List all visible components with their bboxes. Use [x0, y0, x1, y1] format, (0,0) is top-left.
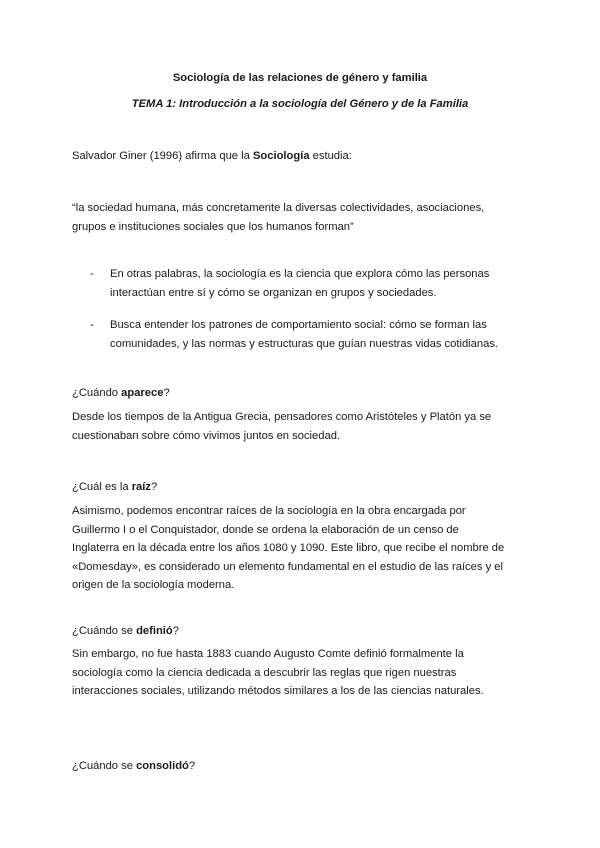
body-line: cuestionaban sobre cómo vivimos juntos en sociedad. — [72, 429, 341, 442]
section-body-raiz — [72, 502, 532, 595]
heading-text: ? — [163, 387, 170, 399]
heading-text: ¿Cuál es la — [72, 481, 132, 493]
bullet-line: interactúan entre sí y cómo se organizan en grupos y sociedades. — [110, 286, 437, 299]
intro-bold-term: Sociología — [252, 150, 310, 162]
bullet-line: comunidades, y las normas y estructuras que guían nuestras vidas cotidianas. — [110, 337, 499, 350]
section-body-definio — [72, 645, 532, 701]
document-subtitle: TEMA 1: Introducción a la sociología del Género y de la Familia — [131, 98, 469, 110]
heading-text: ¿Cuándo — [72, 387, 122, 399]
bullet-dash: - — [90, 319, 94, 331]
heading-bold: aparece — [121, 387, 164, 399]
heading-bold: raíz — [131, 481, 151, 493]
bullet-line: Busca entender los patrones de comportamiento social: cómo se forman las — [110, 319, 487, 331]
heading-text: ¿Cuándo se — [72, 625, 137, 637]
body-line: Inglaterra en la década entre los años 1080 y 1090. Este libro, que recibe el nombre de — [72, 542, 505, 555]
section-body-aparece — [72, 408, 532, 445]
body-line: Guillermo I o el Conquistador, donde se ordena la elaboración de un censo de — [72, 523, 459, 536]
heading-text: ? — [172, 625, 179, 637]
body-line: «Domesday», es considerado un elemento fundamental en el estudio de las raíces y el — [72, 560, 503, 573]
body-line: Desde los tiempos de la Antigua Grecia, pensadores como Aristóteles y Platón ya se — [72, 411, 492, 423]
bullet-dash: - — [90, 268, 94, 280]
section-heading-consolido — [72, 757, 532, 776]
bullet-text — [110, 265, 530, 302]
heading-text: ? — [188, 760, 196, 772]
document-title: Sociología de las relaciones de género y familia — [172, 72, 428, 84]
heading-text: ¿Cuándo se — [72, 760, 137, 772]
bullet-text — [110, 316, 530, 353]
bullet-item — [72, 316, 532, 354]
quote-paragraph — [72, 199, 532, 236]
body-line: Sin embargo, no fue hasta 1883 cuando Augusto Comte definió formalmente la — [72, 648, 464, 660]
section-heading-definio — [72, 622, 532, 641]
intro-text-after: estudia: — [309, 150, 352, 162]
section-heading-aparece — [72, 384, 532, 403]
quote-line: grupos e instituciones sociales que los humanos forman” — [72, 220, 354, 233]
quote-line: “la sociedad humana, más concretamente la diversas colectividades, asociaciones, — [72, 202, 485, 214]
heading-text: ? — [150, 481, 158, 493]
section-heading-raiz — [72, 478, 532, 497]
bullet-item — [72, 265, 532, 303]
bullet-line: En otras palabras, la sociología es la ciencia que explora cómo las personas — [110, 268, 490, 280]
body-line: origen de la sociología moderna. — [72, 579, 235, 592]
body-line: sociología como la ciencia dedicada a descubrir las reglas que rigen nuestras — [72, 666, 457, 679]
intro-paragraph — [72, 147, 532, 166]
intro-text-before: Salvador Giner (1996) afirma que la — [72, 150, 253, 162]
heading-bold: definió — [136, 625, 173, 637]
body-line: Asimismo, podemos encontrar raíces de la sociología en la obra encargada por — [72, 505, 466, 517]
body-line: interacciones sociales, utilizando métodos similares a los de las ciencias naturales. — [72, 685, 484, 698]
heading-bold: consolidó — [136, 760, 189, 772]
